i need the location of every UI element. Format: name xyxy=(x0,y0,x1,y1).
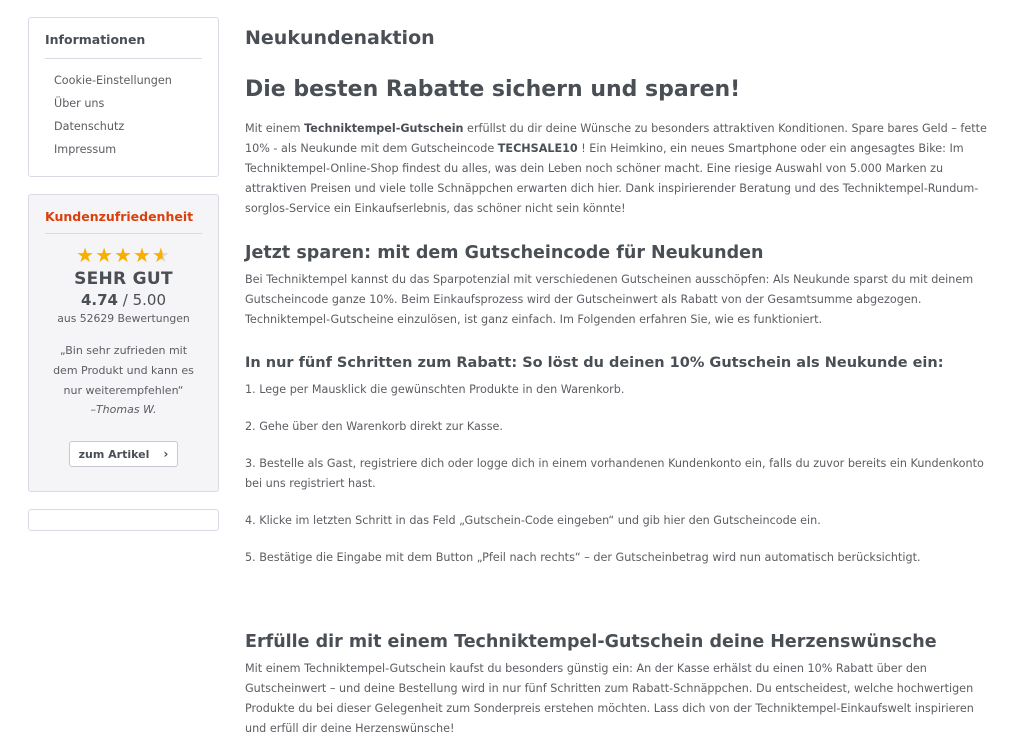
rating-label: SEHR GUT xyxy=(74,269,173,289)
intro-text-start: Mit einem xyxy=(245,122,305,135)
rating-count: aus 52629 Bewertungen xyxy=(57,312,190,325)
intro-text-end: ! Ein Heimkino, ein neues Smartphone oder ein angesagtes Bike: Im Techniktempel-Online-Shop findest du alles, was dein Leben noch schöner macht. Eine riesige Auswahl von 5.000 Marken zu attraktiven Preisen und viele tolle Schnäppchen erwarten dich hier. Dank inspirierender Beratung und des Techniktempel-Rundum-sorglos-Service ein Einkaufserlebnis, das schöner nicht sein könnte! xyxy=(245,142,979,215)
step-item: 2. Gehe über den Warenkorb direkt zur Kasse. xyxy=(245,420,503,433)
star-full-icon: ★ xyxy=(95,243,115,267)
link-cookie-settings[interactable]: Cookie-Einstellungen xyxy=(54,74,172,87)
star-full-icon: ★ xyxy=(132,243,152,267)
steps-title: In nur fünf Schritten zum Rabatt: So löst du deinen 10% Gutschein als Neukunde ein: xyxy=(245,355,944,371)
customer-rating-box xyxy=(28,194,219,492)
section-save-title: Jetzt sparen: mit dem Gutscheincode für Neukunden xyxy=(245,243,764,263)
star-full-icon: ★ xyxy=(76,243,96,267)
intro-text-middle: erfüllst du dir deine Wünsche zu besonders attraktiven Konditionen. Spare bares Geld – fette 10% - als Neukunde mit dem Gutscheincode xyxy=(245,122,987,155)
review-author: –Thomas W. xyxy=(90,403,157,416)
to-article-label: zum Artikel xyxy=(78,447,150,461)
step-item: 3. Bestelle als Gast, registriere dich oder logge dich in einem vorhandenen Kundenkonto ein, falls du zuvor bereits ein Kundenkonto bei uns registriert hast. xyxy=(245,457,984,490)
section-wishes-text: Mit einem Techniktempel-Gutschein kaufst du besonders günstig ein: An der Kasse erhälst du einen 10% Rabatt über den Gutscheinwert – und deine Bestellung wird in nur fünf Schritten zum Rabatt-Schnäppchen. Du entscheidest, welche hochwertigen Produkte du bei dieser Gelegenheit zum Sonderpreis erstehen möchten. Lass dich von der Techniktempel-Einkaufswelt inspirieren und erfüll dir deine Herzenswünsche! xyxy=(245,662,974,735)
info-title: Informationen xyxy=(45,32,202,59)
star-half-icon: ★ xyxy=(151,243,171,267)
step-item: 1. Lege per Mausklick die gewünschten Produkte in den Warenkorb. xyxy=(245,383,625,396)
main-content xyxy=(245,24,997,739)
section-wishes-title: Erfülle dir mit einem Techniktempel-Gutschein deine Herzenswünsche xyxy=(245,632,937,652)
rating-score xyxy=(45,291,202,309)
empty-widget-box xyxy=(28,509,219,531)
link-imprint[interactable]: Impressum xyxy=(54,143,117,156)
chevron-right-icon: › xyxy=(163,447,169,461)
link-about-us[interactable]: Über uns xyxy=(54,97,105,110)
link-privacy[interactable]: Datenschutz xyxy=(54,120,125,133)
rating-max: / 5.00 xyxy=(122,291,167,309)
sidebar xyxy=(28,17,219,531)
rating-value: 4.74 xyxy=(80,291,118,309)
info-box xyxy=(28,17,219,177)
star-full-icon: ★ xyxy=(114,243,133,267)
to-article-button[interactable] xyxy=(69,441,179,467)
section-save-text: Bei Techniktempel kannst du das Sparpotenzial mit verschiedenen Gutscheinen ausschöpfen: Als Neukunde sparst du mit deinem Gutscheincode ganze 10%. Beim Einkaufsprozess wird der Gutscheinwert als Rabatt von der Gesamtsumme abgezogen. Techniktempel-Gutscheine einzulösen, ist ganz einfach. Im Folgenden erfahren Sie, wie es funktioniert. xyxy=(245,273,974,326)
steps-list xyxy=(245,380,997,568)
intro-paragraph xyxy=(245,119,997,219)
info-links xyxy=(45,69,202,161)
review-quote: „Bin sehr zufrieden mit dem Produkt und kann es nur weiterempfehlen“ xyxy=(53,344,194,397)
rating-title: Kundenzufriedenheit xyxy=(45,209,202,234)
page-title: Neukundenaktion xyxy=(245,27,435,49)
voucher-code: TECHSALE10 xyxy=(497,142,578,155)
intro-strong-brand: Techniktempel-Gutschein xyxy=(304,122,464,135)
star-rating xyxy=(45,244,202,266)
step-item: 4. Klicke im letzten Schritt in das Feld „Gutschein-Code eingeben“ und gib hier den Gutscheincode ein. xyxy=(245,514,821,527)
headline: Die besten Rabatte sichern und sparen! xyxy=(245,77,741,102)
step-item: 5. Bestätige die Eingabe mit dem Button „Pfeil nach rechts“ – der Gutscheinbetrag wird nun automatisch berücksichtigt. xyxy=(245,551,921,564)
